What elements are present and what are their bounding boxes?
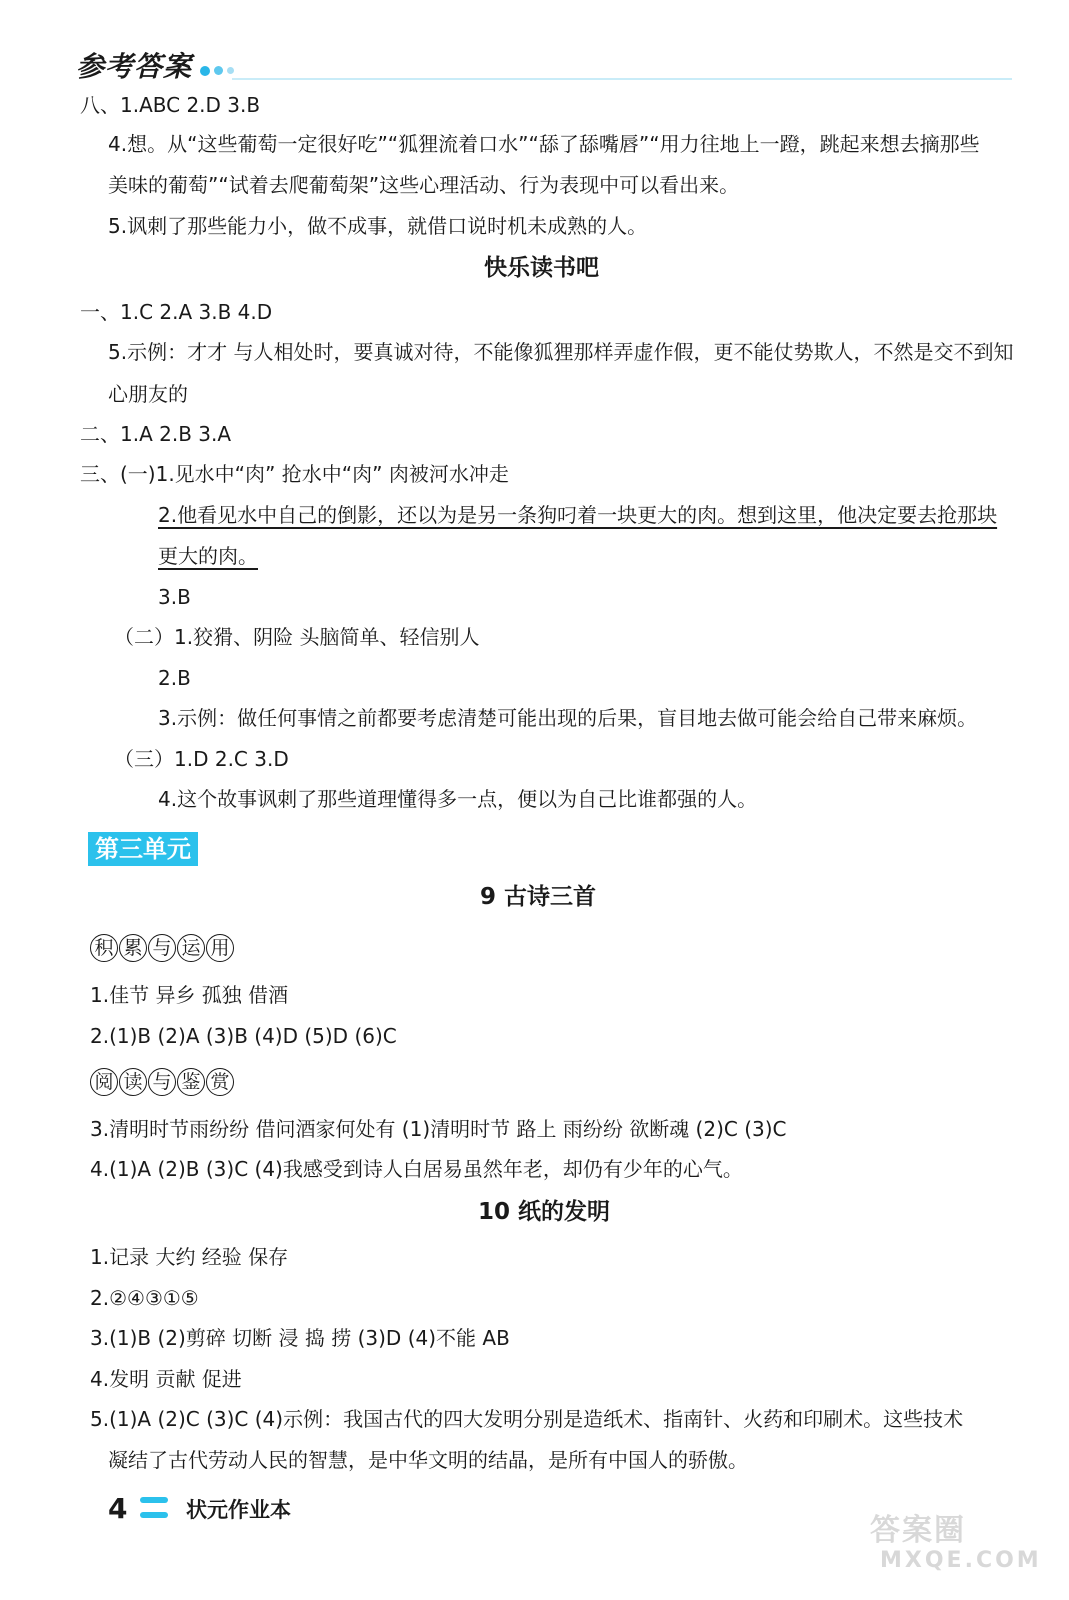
- tag-char: 读: [119, 1068, 147, 1096]
- answer-line: 1.佳节 异乡 孤独 借酒: [90, 983, 289, 1007]
- answer-line: 八、1.ABC 2.D 3.B: [80, 93, 261, 117]
- tag-char: 累: [119, 934, 147, 962]
- section-tag-reading: [90, 1068, 235, 1096]
- header-dots: [200, 60, 238, 79]
- tag-char: 积: [90, 934, 118, 962]
- tag-char: 与: [148, 1068, 176, 1096]
- answer-line: 4.发明 贡献 促进: [90, 1367, 242, 1391]
- answer-line: 3.清明时节雨纷纷 借问酒家何处有 (1)清明时节 路上 雨纷纷 欲断魂 (2)C (3)C: [90, 1117, 787, 1141]
- unit-banner: 第三单元: [88, 832, 198, 866]
- answer-line: 二、1.A 2.B 3.A: [80, 422, 232, 446]
- answer-line: 美味的葡萄”“试着去爬葡萄架”这些心理活动、行为表现中可以看出来。: [108, 173, 740, 197]
- answer-line: 2.(1)B (2)A (3)B (4)D (5)D (6)C: [90, 1024, 397, 1048]
- section-tag-accumulate: [90, 934, 235, 962]
- section-title: 快乐读书吧: [484, 255, 599, 281]
- answer-line: 1.记录 大约 经验 保存: [90, 1245, 289, 1269]
- watermark-logo: 答案圈: [870, 1513, 966, 1548]
- answer-line: 4.想。从“这些葡萄一定很好吃”“狐狸流着口水”“舔了舔嘴唇”“用力往地上一蹬，跳起来想去摘那些: [108, 132, 980, 156]
- lesson-title: 10 纸的发明: [478, 1199, 611, 1225]
- answer-line: 4.这个故事讽刺了那些道理懂得多一点，便以为自己比谁都强的人。: [158, 787, 758, 811]
- page-number: 4: [108, 1492, 128, 1525]
- answer-line: 3.示例：做任何事情之前都要考虑清楚可能出现的后果，盲目地去做可能会给自己带来麻烦。: [158, 706, 978, 730]
- book-name: 状元作业本: [186, 1498, 291, 1522]
- answer-line: 5.示例：才才 与人相处时，要真诚对待，不能像狐狸那样弄虚作假，更不能仗势欺人，不然是交不到知: [108, 340, 1014, 364]
- answer-line: 心朋友的: [108, 382, 188, 406]
- answer-line: 2.②④③①⑤: [90, 1286, 199, 1310]
- header-title: 参考答案: [76, 50, 193, 83]
- watermark-url: MXQE.COM: [880, 1548, 1042, 1573]
- tag-char: 阅: [90, 1068, 118, 1096]
- footer-bars-icon: [140, 1497, 168, 1527]
- tag-char: 鉴: [177, 1068, 205, 1096]
- lesson-title: 9 古诗三首: [480, 884, 597, 910]
- answer-line: 三、(一)1.见水中“肉” 抢水中“肉” 肉被河水冲走: [80, 462, 509, 486]
- answer-line: 3.(1)B (2)剪碎 切断 浸 捣 捞 (3)D (4)不能 AB: [90, 1326, 510, 1350]
- tag-char: 运: [177, 934, 205, 962]
- answer-line: 一、1.C 2.A 3.B 4.D: [80, 300, 273, 324]
- answer-line: 5.讽刺了那些能力小，做不成事，就借口说时机未成熟的人。: [108, 214, 648, 238]
- tag-char: 与: [148, 934, 176, 962]
- answer-line: 更大的肉。: [158, 544, 258, 568]
- answer-line: 3.B: [158, 585, 191, 609]
- answer-line: 4.(1)A (2)B (3)C (4)我感受到诗人白居易虽然年老，却仍有少年的心气。: [90, 1157, 743, 1181]
- tag-char: 用: [206, 934, 234, 962]
- answer-line: 5.(1)A (2)C (3)C (4)示例：我国古代的四大发明分别是造纸术、指南针、火药和印刷术。这些技术: [90, 1407, 964, 1431]
- answer-line: 凝结了古代劳动人民的智慧，是中华文明的结晶，是所有中国人的骄傲。: [108, 1448, 748, 1472]
- answer-line: 2.他看见水中自己的倒影，还以为是另一条狗叼着一块更大的肉。想到这里，他决定要去抢那块: [158, 503, 998, 527]
- tag-char: 赏: [206, 1068, 234, 1096]
- answer-line: （三）1.D 2.C 3.D: [114, 747, 289, 771]
- header-divider: [232, 78, 1012, 80]
- answer-line: 2.B: [158, 666, 191, 690]
- answer-line: （二）1.狡猾、阴险 头脑简单、轻信别人: [114, 625, 480, 649]
